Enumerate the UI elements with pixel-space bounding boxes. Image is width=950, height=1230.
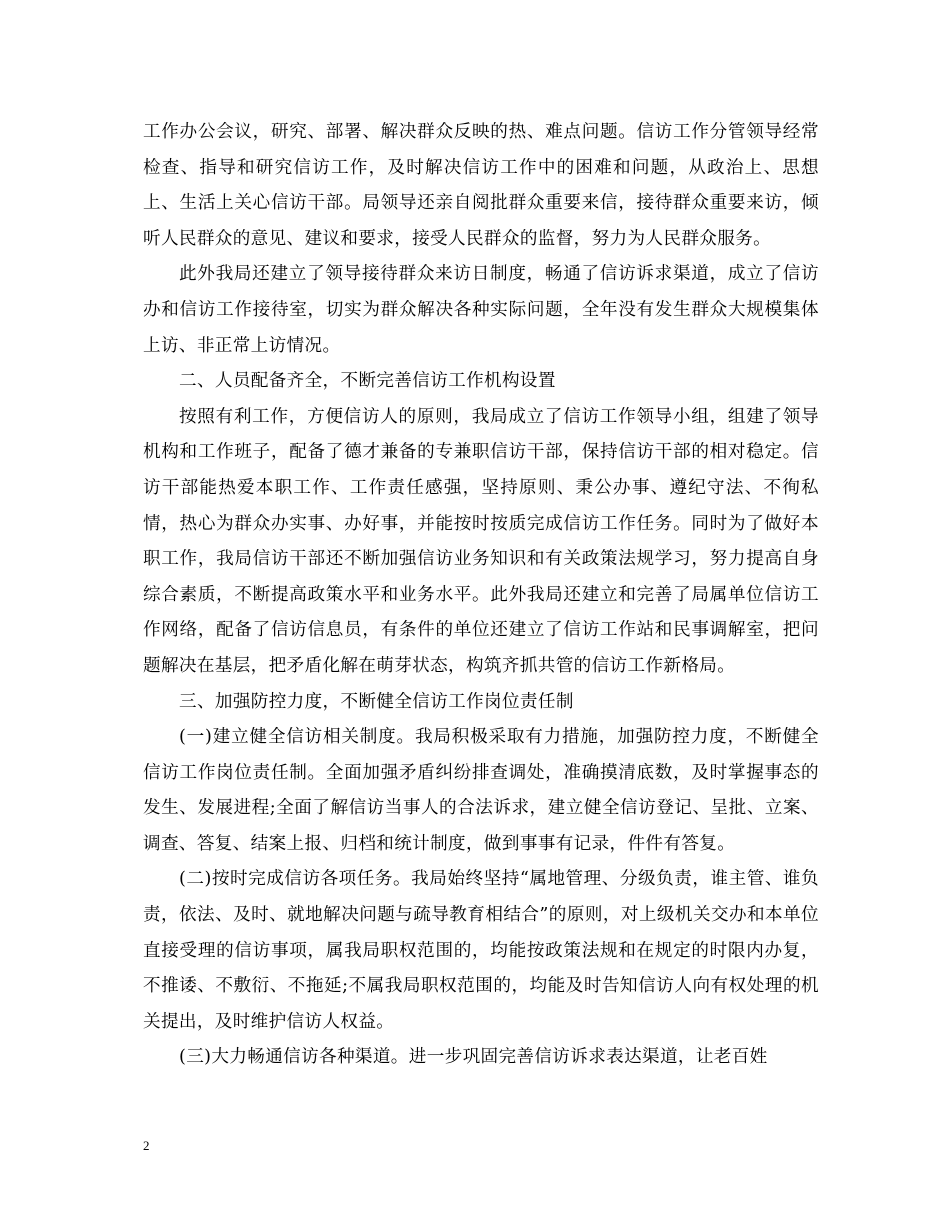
paragraph: 按照有利工作，方便信访人的原则，我局成立了信访工作领导小组，组建了领导机构和工作班子，配备了德才兼备的专兼职信访干部，保持信访干部的相对稳定。信访干部能热爱本职工作、工作责任感强，坚持原则、秉公办事、遵纪守法、不徇私情，热心为群众办实事、办好事，并能按时按质完成信访工作任务。同时为了做好本职工作，我局信访干部还不断加强信访业务知识和有关政策法规学习，努力提高自身综合素质，不断提高政策水平和业务水平。此外我局还建立和完善了局属单位信访工作网络，配备了信访信息员，有条件的单位还建立了信访工作站和民事调解室，把问题解决在基层，把矛盾化解在萌芽状态，构筑齐抓共管的信访工作新格局。 (143, 406, 819, 676)
paragraph: (三)大力畅通信访各种渠道。进一步巩固完善信访诉求表达渠道，让老百姓 (179, 1047, 768, 1068)
paragraph: 工作办公会议，研究、部署、解决群众反映的热、难点问题。信访工作分管领导经常检查、指导和研究信访工作，及时解决信访工作中的困难和问题，从政治上、思想上、生活上关心信访干部。局领导还亲自阅批群众重要来信，接待群众重要来访，倾听人民群众的意见、建议和要求，接受人民群众的监督，努力为人民群众服务。 (143, 122, 819, 249)
paragraph: 此外我局还建立了领导接待群众来访日制度，畅通了信访诉求渠道，成立了信访办和信访工作接待室，切实为群众解决各种实际问题，全年没有发生群众大规模集体上访、非正常上访情况。 (143, 264, 819, 356)
paragraph: (一)建立健全信访相关制度。我局积极采取有力措施，加强防控力度，不断健全信访工作岗位责任制。全面加强矛盾纠纷排查调处，准确摸清底数，及时掌握事态的发生、发展进程;全面了解信访当事人的合法诉求，建立健全信访登记、呈批、立案、调查、答复、结案上报、归档和统计制度，做到事事有记录，件件有答复。 (143, 727, 819, 854)
document-body (143, 115, 819, 1076)
section-heading: 三、加强防控力度，不断健全信访工作岗位责任制 (179, 691, 574, 712)
paragraph: (二)按时完成信访各项任务。我局始终坚持“属地管理、分级负责，谁主管、谁负责，依法、及时、就地解决问题与疏导教育相结合”的原则，对上级机关交办和本单位直接受理的信访事项，属我局职权范围的，均能按政策法规和在规定的时限内办复，不推诿、不敷衍、不拖延;不属我局职权范围的，均能及时告知信访人向有权处理的机关提出，及时维护信访人权益。 (143, 869, 819, 1032)
page-number: 2 (143, 1138, 150, 1153)
section-heading: 二、人员配备齐全，不断完善信访工作机构设置 (179, 371, 556, 392)
